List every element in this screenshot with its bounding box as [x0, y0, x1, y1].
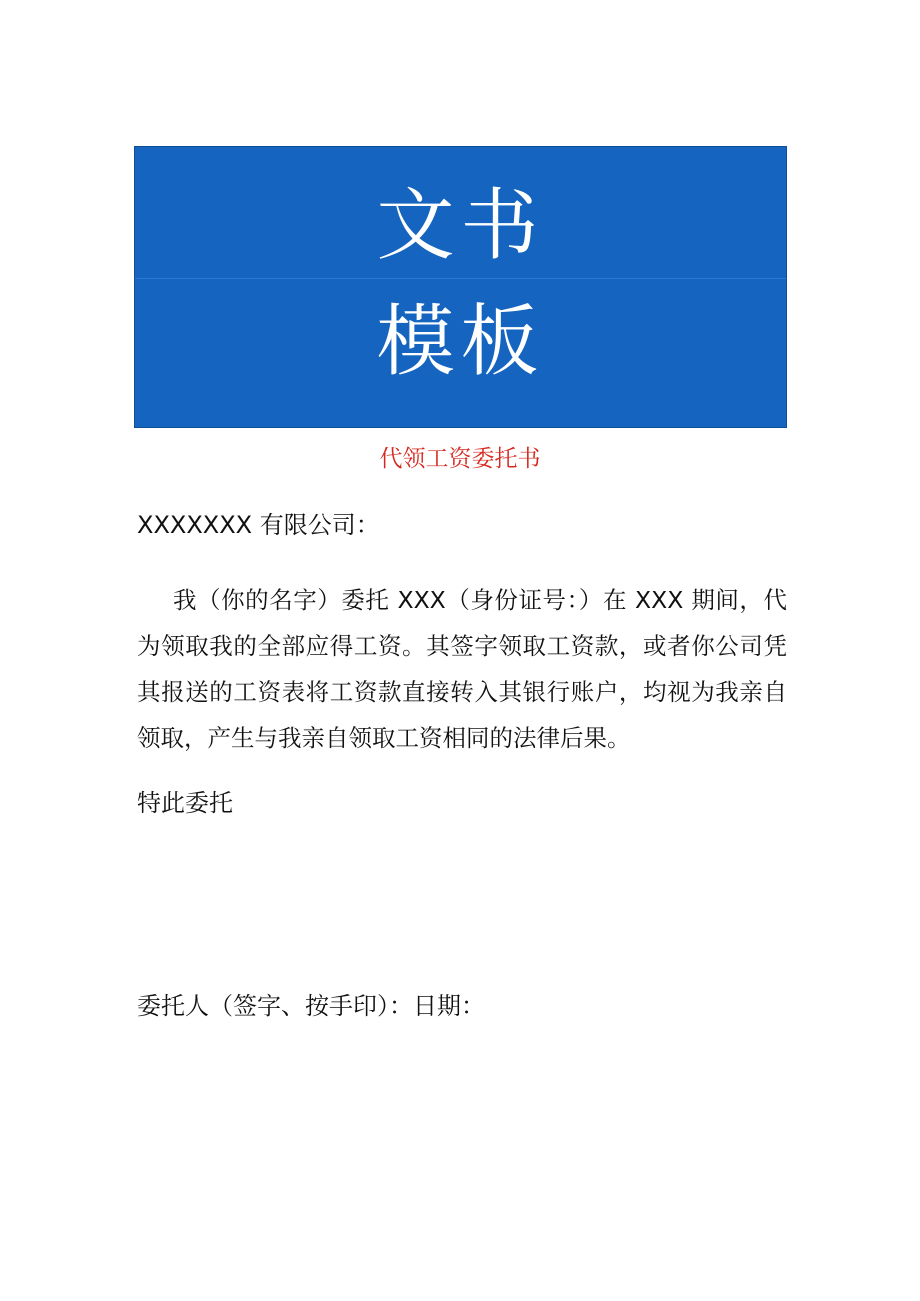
document-title: 代领工资委托书 [379, 446, 541, 472]
closing-text: 特此委托 [137, 789, 233, 817]
banner-divider [135, 278, 786, 279]
banner-title-line2: 模板 [376, 297, 545, 387]
signature-line: 委托人（签字、按手印）：日期： [137, 992, 485, 1020]
template-banner [134, 146, 787, 428]
banner-title-line1: 文书 [376, 181, 545, 271]
body-paragraph: 我（你的名字）委托 XXX（身份证号：）在 XXX 期间，代为领取我的全部应得工资。其签字领取工资款，或者你公司凭其报送的工资表将工资款直接转入其银行账户，均视为我亲自领取，产生与我亲自领取工资相同的法律后果。 [137, 586, 787, 752]
addressee: XXXXXXX 有限公司： [137, 511, 380, 539]
